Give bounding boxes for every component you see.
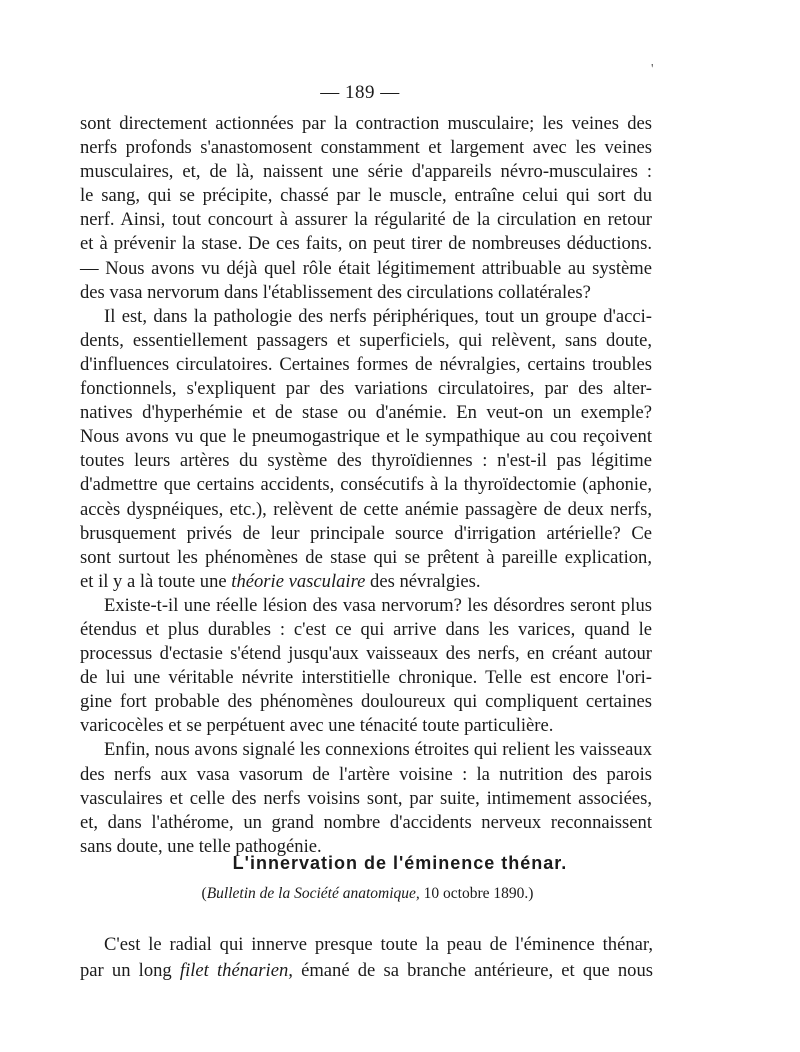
italic-phrase: théorie vasculaire [231, 570, 366, 592]
paragraph [80, 112, 652, 305]
text-line: et à prévenir la stase. De ces faits, on peut tirer de nombreuses déductions. [80, 233, 652, 255]
text-line: varicocèles et se perpétuent avec une ténacité toute particulière. [80, 715, 554, 737]
citation-journal: Bulletin de la Société anatomique, [206, 885, 420, 902]
text-line: brusquement privés de leur principale source d'irrigation artérielle? Ce [80, 522, 652, 544]
text-line: toutes leurs artères du système des thyroïdiennes : n'est-il pas légitime [80, 450, 652, 472]
body-text [80, 112, 652, 859]
text-line: — Nous avons vu déjà quel rôle était légitimement attribuable au système [80, 257, 652, 279]
paragraph [80, 305, 652, 594]
text-line: d'admettre que certains accidents, consécutifs à la thyroïdectomie (aphonie, [80, 474, 652, 496]
text-line: vasculaires et celle des nerfs voisins sont, par suite, intimement associées, [80, 787, 652, 809]
text-line: processus d'ectasie s'étend jusqu'aux vaisseaux des nerfs, en créant autour [80, 643, 652, 665]
section-citation [0, 885, 735, 903]
text-line: d'influences circulatoires. Certaines formes de névralgies, certains troubles [80, 353, 652, 375]
stray-mark: ' [651, 62, 654, 77]
page-number: — 189 — [320, 82, 400, 103]
text-line: natives d'hyperhémie et de stase ou d'anémie. En veut-on un exemple? [80, 402, 652, 424]
text-line: Il est, dans la pathologie des nerfs périphériques, tout un groupe d'acci- [104, 305, 652, 327]
citation-open: ( [201, 885, 207, 902]
text-line: de lui une véritable névrite interstitielle chronique. Telle est encore l'ori- [80, 667, 652, 689]
text-line: sont surtout les phénomènes de stase qui se prêtent à pareille explication, [80, 546, 652, 568]
paragraph [80, 594, 652, 739]
text-line: C'est le radial qui innerve presque toute la peau de l'éminence thénar, [104, 934, 653, 955]
text-line: Nous avons vu que le pneumogastrique et le sympathique au cou reçoivent [80, 426, 652, 448]
text-fragment: et il y a là toute une [80, 570, 227, 592]
text-line [80, 958, 653, 984]
text-line: fonctionnels, s'expliquent par des variations circulatoires, par des alter- [80, 378, 652, 400]
citation-date: 10 octobre 1890.) [419, 885, 534, 902]
text-line: le sang, qui se précipite, chassé par le muscle, entraîne celui qui sort du [80, 185, 652, 207]
text-line: accès dyspnéiques, etc.), relèvent de cette anémie passagère de deux nerfs, [80, 498, 652, 520]
text-fragment: par un long [80, 960, 180, 981]
text-line: Enfin, nous avons signalé les connexions étroites qui relient les vaisseaux [104, 739, 652, 761]
text-line: gine fort probable des phénomènes douloureux qui compliquent certaines [80, 691, 652, 713]
paragraph [80, 738, 652, 858]
italic-phrase: filet thénarien, [179, 960, 293, 981]
section-heading: L'innervation de l'éminence thénar. [232, 853, 568, 873]
text-line: des nerfs aux vasa vasorum de l'artère voisine : la nutrition des parois [80, 763, 652, 785]
text-line: nerf. Ainsi, tout concourt à assurer la régularité de la circulation en retour [80, 209, 652, 231]
final-paragraph [80, 932, 653, 984]
text-line: musculaires, et, de là, naissent une série d'appareils névro-musculaires : [80, 161, 652, 183]
text-line: nerfs profonds s'anastomosent constamment et largement avec les veines [80, 137, 652, 159]
text-line: des vasa nervorum dans l'établissement des circulations collatérales? [80, 281, 591, 303]
text-line: dents, essentiellement passagers et superficiels, qui relèvent, sans doute, [80, 329, 652, 351]
text-line: sont directement actionnées par la contraction musculaire; les veines des [80, 113, 652, 134]
text-line: sans doute, une telle pathogénie. [80, 835, 322, 857]
text-line: étendus et plus durables : c'est ce qui arrive dans les varices, quand le [80, 618, 652, 640]
text-line: Existe-t-il une réelle lésion des vasa nervorum? les désordres seront plus [104, 594, 652, 616]
text-fragment: des névralgies. [365, 570, 481, 592]
text-line: et, dans l'athérome, un grand nombre d'accidents nerveux reconnaissent [80, 811, 652, 833]
text-fragment: émané de sa branche antérieure, et que nous [292, 960, 653, 981]
text-line [80, 570, 652, 594]
